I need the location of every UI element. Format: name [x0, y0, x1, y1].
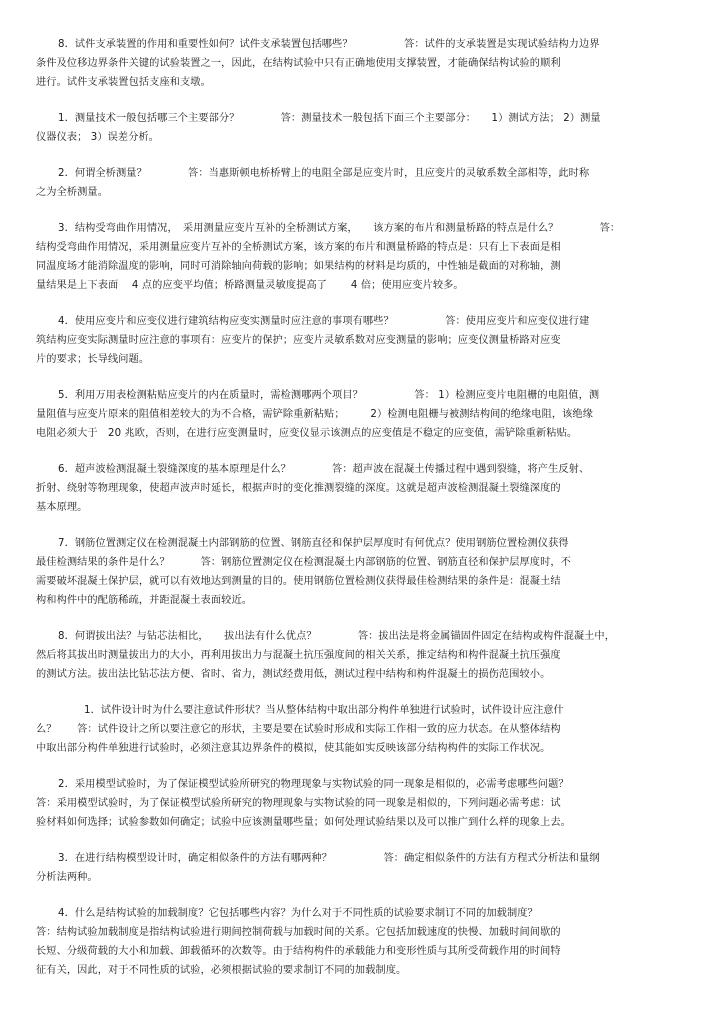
paragraph-line: 的测试方法。拔出法比钻芯法方便、省时、省力，测试经费用低，测试过程中结构和构件混凝土的损伤范围较小。 [36, 669, 551, 680]
paragraph-line: 2．采用模型试验时，为了保证模型试验所研究的物理现象与实物试验的同一现象是相似的，必需考虑哪些问题？ [58, 779, 569, 790]
paragraph-line: 4．什么是结构试验的加载制度？它包括哪些内容？为什么对于不同性质的试验要求制订不同的加载制度？ [58, 908, 538, 919]
paragraph-line: 8．试件支承装置的作用和重要性如何？试件支承装置包括哪些？ 答：试件的支承装置是实现试验结构力边界 [58, 39, 600, 50]
paragraph-line: 片的要求；长导线问题。 [36, 354, 150, 365]
paragraph-line: 同温度场才能消除温度的影响，同时可消除轴向荷载的影响；如果结构的材料是均质的，中性轴是截面的对称轴，测 [36, 261, 561, 272]
paragraph-line: 条件及位移边界条件关键的试验装置之一，因此，在结构试验中只有正确地使用支撑装置，才能确保结构试验的顺利 [36, 58, 561, 69]
paragraph-line: 然后将其拔出时测量拔出力的大小，再利用拔出力与混凝土抗压强度间的相关关系，推定结构和构件混凝土抗压强度 [36, 650, 561, 661]
paragraph-line: 答：采用模型试验时，为了保证模型试验所研究的物理现象与实物试验的同一现象是相似的，下列问题必需考虑：试 [36, 798, 561, 809]
paragraph-line: 征有关，因此，对于不同性质的试验，必须根据试验的要求制订不同的加载制度。 [36, 965, 407, 976]
paragraph-line: 仪器仪表； 3）误差分析。 [36, 132, 160, 143]
paragraph-line: 3．在进行结构模型设计时，确定相似条件的方法有哪两种？ 答：确定相似条件的方法有方程式分析法和量纲 [58, 853, 600, 864]
paragraph-line: 长短、分级荷载的大小和加载、卸载循环的次数等。由于结构构件的承载能力和变形性质与其所受荷载作用的时间特 [36, 946, 561, 957]
paragraph-line: 分析法两种。 [36, 872, 98, 883]
paragraph-line: 8．何谓拔出法？与钻芯法相比， 拔出法有什么优点？ 答：拔出法是将金属锚固件固定在结构或构件混凝土中， [58, 631, 616, 642]
paragraph-line: 4．使用应变片和应变仪进行建筑结构应变实测量时应注意的事项有哪些？ 答：使用应变片和应变仪进行建 [58, 316, 590, 327]
paragraph-line: 电阻必须大于 20 兆欧，否则，在进行应变测量时，应变仪显示该测点的应变值是不稳定的应变值，需铲除重新粘贴。 [36, 428, 578, 439]
paragraph-line: 量结果是上下表面 4 点的应变平均值；桥路测量灵敏度提高了 4 倍；使用应变片较多。 [36, 280, 464, 291]
paragraph-line: 进行。试件支承装置包括支座和支墩。 [36, 77, 211, 88]
paragraph-line: 基本原理。 [36, 502, 88, 513]
paragraph-line: 3．结构受弯曲作用情况， 采用测量应变片互补的全桥测试方案， 该方案的布片和测量桥路的特点是什么？ 答： [58, 223, 621, 234]
paragraph-line: 1．试件设计时为什么要注意试件形状？当从整体结构中取出部分构件单独进行试验时，试件设计应注意什 [84, 705, 564, 716]
paragraph-line: 验材料如何选择；试验参数如何确定；试验中应该测量哪些量；如何处理试验结果以及可以推广到什么样的现象上去。 [36, 817, 571, 828]
paragraph-line: 么？ 答：试件设计之所以要注意它的形状，主要是要在试验时形成和实际工作相一致的应力状态。在从整体结构 [36, 724, 561, 735]
paragraph-line: 6．超声波检测混凝土裂缝深度的基本原理是什么？ 答：超声波在混凝土传播过程中遇到裂缝，将产生反射、 [58, 464, 590, 475]
paragraph-line: 2．何谓全桥测量？ 答：当惠斯顿电桥桥臂上的电阻全部是应变片时，且应变片的灵敏系数全部相等，此时称 [58, 168, 590, 179]
paragraph-line: 折射、绕射等物理现象，使超声波声时延长，根据声时的变化推测裂缝的深度。这就是超声波检测混凝土裂缝深度的 [36, 483, 561, 494]
paragraph-line: 最佳检测结果的条件是什么？ 答：钢筋位置测定仪在检测混凝土内部钢筋的位置、钢筋直径和保护层厚度时，不 [36, 557, 571, 568]
paragraph-line: 1．测量技术一般包括哪三个主要部分？ 答：测量技术一般包括下面三个主要部分： 1）测试方法； 2）测量 [58, 113, 601, 124]
paragraph-line: 量阻值与应变片原来的阻值相差较大的为不合格，需铲除重新粘贴； 2）检测电阻栅与被测结构间的绝缘电阻，该绝缘 [36, 409, 594, 420]
paragraph-line: 7．钢筋位置测定仪在检测混凝土内部钢筋的位置、钢筋直径和保护层厚度时有何优点？使用钢筋位置检测仪获得 [58, 538, 569, 549]
paragraph-line: 5．利用万用表检测粘贴应变片的内在质量时，需检测哪两个项目？ 答： 1）检测应变片电阻栅的电阻值，测 [58, 390, 600, 401]
paragraph-line: 筑结构应变实际测量时应注意的事项有：应变片的保护；应变片灵敏系数对应变测量的影响；应变仪测量桥路对应变 [36, 335, 561, 346]
paragraph-line: 结构受弯曲作用情况，采用测量应变片互补的全桥测试方案，该方案的布片和测量桥路的特点是：只有上下表面是相 [36, 242, 561, 253]
paragraph-line: 构和构件中的配筋稀疏，并距混凝土表面较近。 [36, 595, 253, 606]
paragraph-line: 答：结构试验加载制度是指结构试验进行期间控制荷载与加载时间的关系。它包括加载速度的快慢、加载时间间歇的 [36, 927, 561, 938]
paragraph-line: 中取出部分构件单独进行试验时，必须注意其边界条件的模拟，使其能如实反映该部分结构构件的实际工作状况。 [36, 743, 551, 754]
paragraph-line: 之为全桥测量。 [36, 187, 109, 198]
paragraph-line: 需要破坏混凝土保护层，就可以有效地达到测量的目的。使用钢筋位置检测仪获得最佳检测结果的条件是：混凝土结 [36, 576, 561, 587]
